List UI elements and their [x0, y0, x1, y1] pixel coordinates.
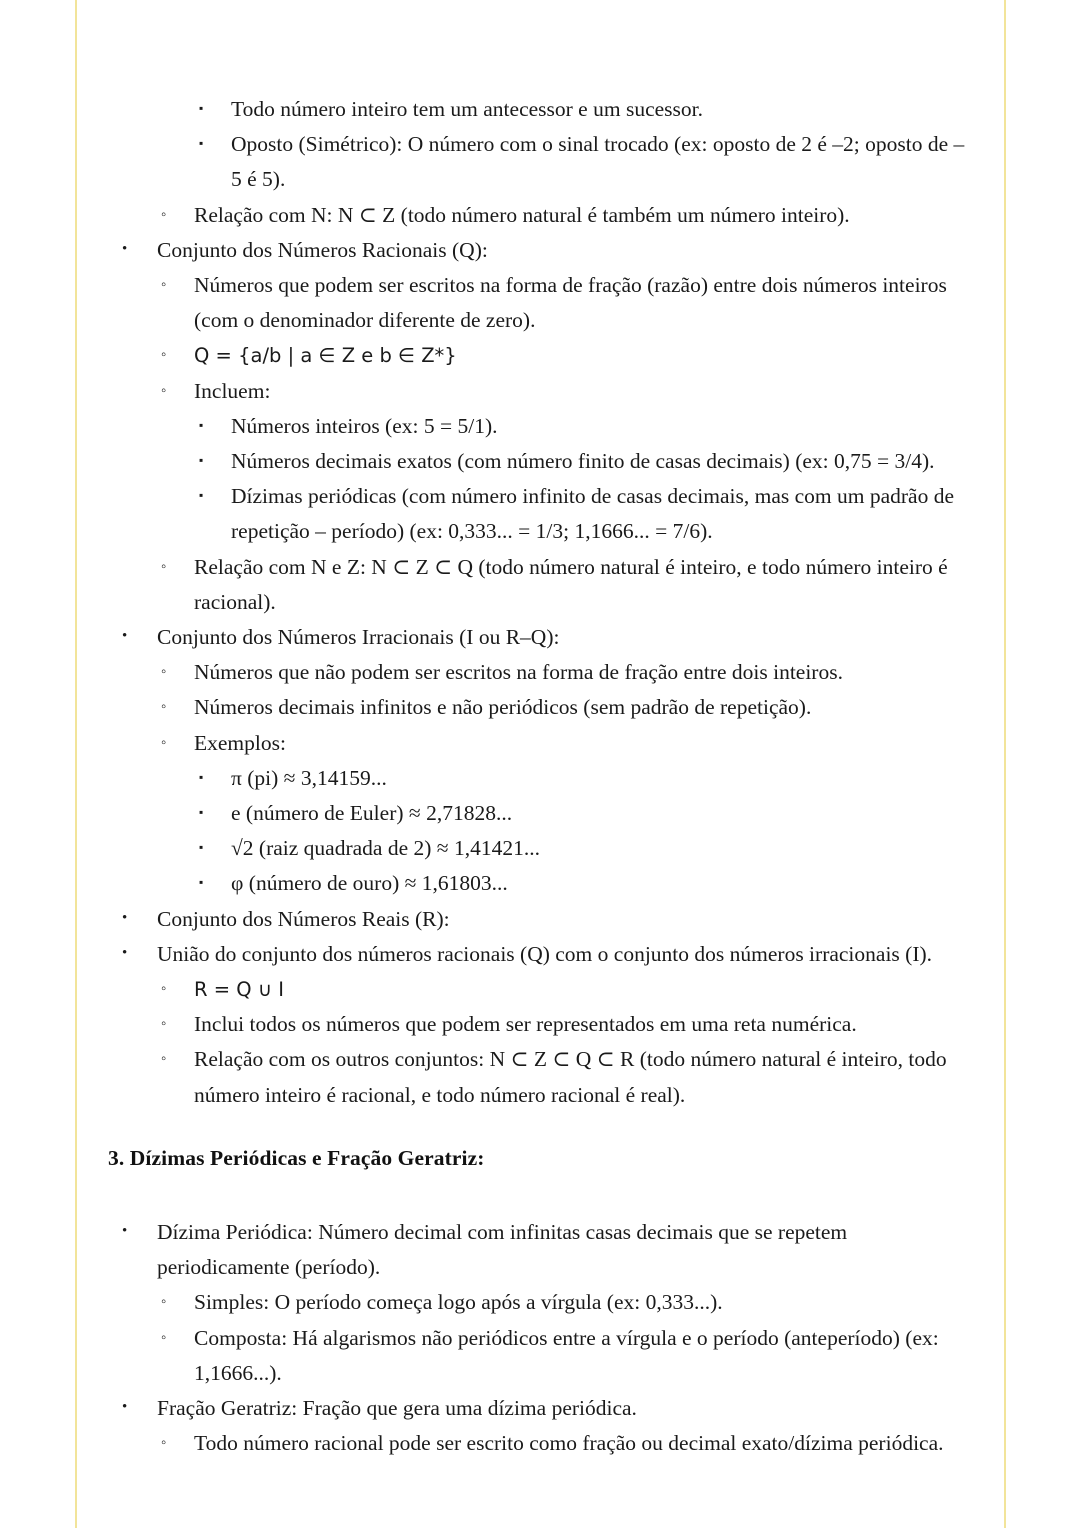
- circle-bullet-icon: ◦: [161, 699, 167, 716]
- list-item-text: Composta: Há algarismos não periódicos entre a vírgula e o período (anteperíodo) (ex: 1,1666...).: [194, 1325, 939, 1385]
- list-item-text: Dízima Periódica: Número decimal com infinitas casas decimais que se repetem periodicamente (período).: [157, 1219, 848, 1280]
- list-item: [161, 655, 968, 690]
- list-item-text: Conjunto dos Números Irracionais (I ou R–Q):: [157, 625, 560, 650]
- circle-bullet-icon: ◦: [161, 347, 167, 364]
- list-item: [122, 937, 968, 972]
- disc-bullet-icon: •: [122, 240, 128, 257]
- list-item-text: Números que não podem ser escritos na forma de fração entre dois inteiros.: [194, 660, 843, 685]
- list-item-text: Incluem:: [194, 378, 271, 403]
- list-item-text: Números decimais infinitos e não periódicos (sem padrão de repetição).: [194, 695, 812, 720]
- square-bullet-icon: ▪: [199, 840, 204, 855]
- disc-bullet-icon: •: [122, 1222, 128, 1239]
- circle-bullet-icon: ◦: [161, 1329, 167, 1346]
- list-item: [161, 550, 968, 620]
- list-item-text: Conjunto dos Números Reais (R):: [157, 906, 450, 931]
- list-item-text: Oposto (Simétrico): O número com o sinal trocado (ex: oposto de 2 é –2; oposto de –5 é 5).: [231, 132, 965, 192]
- square-bullet-icon: ▪: [199, 488, 204, 503]
- disc-bullet-icon: •: [122, 628, 128, 645]
- disc-bullet-icon: •: [122, 909, 128, 926]
- list-item: [199, 866, 968, 901]
- list-item-text: Q = {a/b | a ∈ Z e b ∈ Z*}: [194, 344, 457, 368]
- circle-bullet-icon: ◦: [161, 734, 167, 751]
- square-bullet-icon: ▪: [199, 417, 204, 432]
- list-item-text: Todo número racional pode ser escrito como fração ou decimal exato/dízima periódica.: [194, 1431, 944, 1456]
- list-item: [122, 1391, 968, 1426]
- section-heading-3: 3. Dízimas Periódicas e Fração Geratriz:: [108, 1145, 485, 1170]
- circle-bullet-icon: ◦: [161, 1435, 167, 1452]
- list-item-text: Números decimais exatos (com número finito de casas decimais) (ex: 0,75 = 3/4).: [231, 449, 935, 474]
- square-bullet-icon: ▪: [199, 875, 204, 890]
- list-item-text: Conjunto dos Números Racionais (Q):: [157, 237, 488, 262]
- list-item-text: R = Q ∪ I: [194, 978, 285, 1002]
- list-item-text: Exemplos:: [194, 730, 286, 755]
- list-item: [199, 479, 968, 549]
- list-item-text: Relação com os outros conjuntos: N ⊂ Z ⊂ Q ⊂ R (todo número natural é inteiro, todo número inteiro é racional, e todo número racional é real).: [194, 1047, 947, 1107]
- circle-bullet-icon: ◦: [161, 382, 167, 399]
- list-item: [199, 127, 968, 197]
- list-item-text: Números que podem ser escritos na forma de fração (razão) entre dois números inteiros (com o denominador diferente de zero).: [194, 273, 947, 333]
- circle-bullet-icon: ◦: [161, 277, 167, 294]
- list-item: [199, 761, 968, 796]
- circle-bullet-icon: ◦: [161, 1294, 167, 1311]
- circle-bullet-icon: ◦: [161, 206, 167, 223]
- periodic-decimals-list: [108, 1215, 968, 1461]
- circle-bullet-icon: ◦: [161, 981, 167, 998]
- list-item: [199, 831, 968, 866]
- list-item: [199, 796, 968, 831]
- list-item-text: π (pi) ≈ 3,14159...: [231, 765, 387, 790]
- circle-bullet-icon: ◦: [161, 1051, 167, 1068]
- list-item-union-formula: [161, 972, 968, 1007]
- list-item-text: Fração Geratriz: Fração que gera uma dízima periódica.: [157, 1395, 637, 1420]
- list-item: [161, 690, 968, 725]
- list-item: [122, 620, 968, 655]
- circle-bullet-icon: ◦: [161, 558, 167, 575]
- list-item: [122, 1215, 968, 1285]
- list-item: [161, 1426, 968, 1461]
- list-item: [199, 444, 968, 479]
- numeric-sets-list: [108, 92, 968, 1113]
- square-bullet-icon: ▪: [199, 136, 204, 151]
- list-item: [122, 902, 968, 937]
- list-item-text: Relação com N e Z: N ⊂ Z ⊂ Q (todo número natural é inteiro, e todo número inteiro é racional).: [194, 554, 948, 614]
- list-item: [161, 1285, 968, 1320]
- list-item: [161, 1321, 968, 1391]
- list-item: [161, 1007, 968, 1042]
- disc-bullet-icon: •: [122, 944, 128, 961]
- square-bullet-icon: ▪: [199, 101, 204, 115]
- list-item: [161, 726, 968, 761]
- list-item-text: e (número de Euler) ≈ 2,71828...: [231, 801, 513, 826]
- circle-bullet-icon: ◦: [161, 1016, 167, 1033]
- spacer: [108, 1173, 968, 1215]
- list-item: [199, 409, 968, 444]
- list-item-text: Todo número inteiro tem um antecessor e um sucessor.: [231, 97, 703, 121]
- square-bullet-icon: ▪: [199, 805, 204, 820]
- list-item-text: Dízimas periódicas (com número infinito de casas decimais, mas com um padrão de repetição – período) (ex: 0,333... = 1/3; 1,1666... = 7/6).: [231, 484, 955, 544]
- list-item-text: Simples: O período começa logo após a vírgula (ex: 0,333...).: [194, 1290, 723, 1315]
- list-item-text: φ (número de ouro) ≈ 1,61803...: [231, 871, 508, 896]
- list-item-text: √2 (raiz quadrada de 2) ≈ 1,41421...: [231, 836, 540, 861]
- list-item: [161, 1042, 968, 1112]
- disc-bullet-icon: •: [122, 1398, 128, 1415]
- square-bullet-icon: ▪: [199, 769, 204, 784]
- document-content: [108, 92, 968, 1461]
- list-item: [122, 233, 968, 268]
- list-item: [161, 268, 968, 338]
- list-item: [199, 92, 968, 127]
- list-item-text: Números inteiros (ex: 5 = 5/1).: [231, 413, 498, 438]
- list-item-set-builder: [161, 338, 968, 373]
- circle-bullet-icon: ◦: [161, 664, 167, 681]
- list-item-text: Relação com N: N ⊂ Z (todo número natural é também um número inteiro).: [194, 202, 850, 227]
- spacer: [108, 1113, 968, 1143]
- list-item: [161, 374, 968, 409]
- square-bullet-icon: ▪: [199, 453, 204, 468]
- list-item-text: União do conjunto dos números racionais (Q) com o conjunto dos números irracionais (I).: [157, 941, 933, 966]
- list-item-text: Inclui todos os números que podem ser representados em uma reta numérica.: [194, 1012, 857, 1037]
- list-item: [161, 198, 968, 233]
